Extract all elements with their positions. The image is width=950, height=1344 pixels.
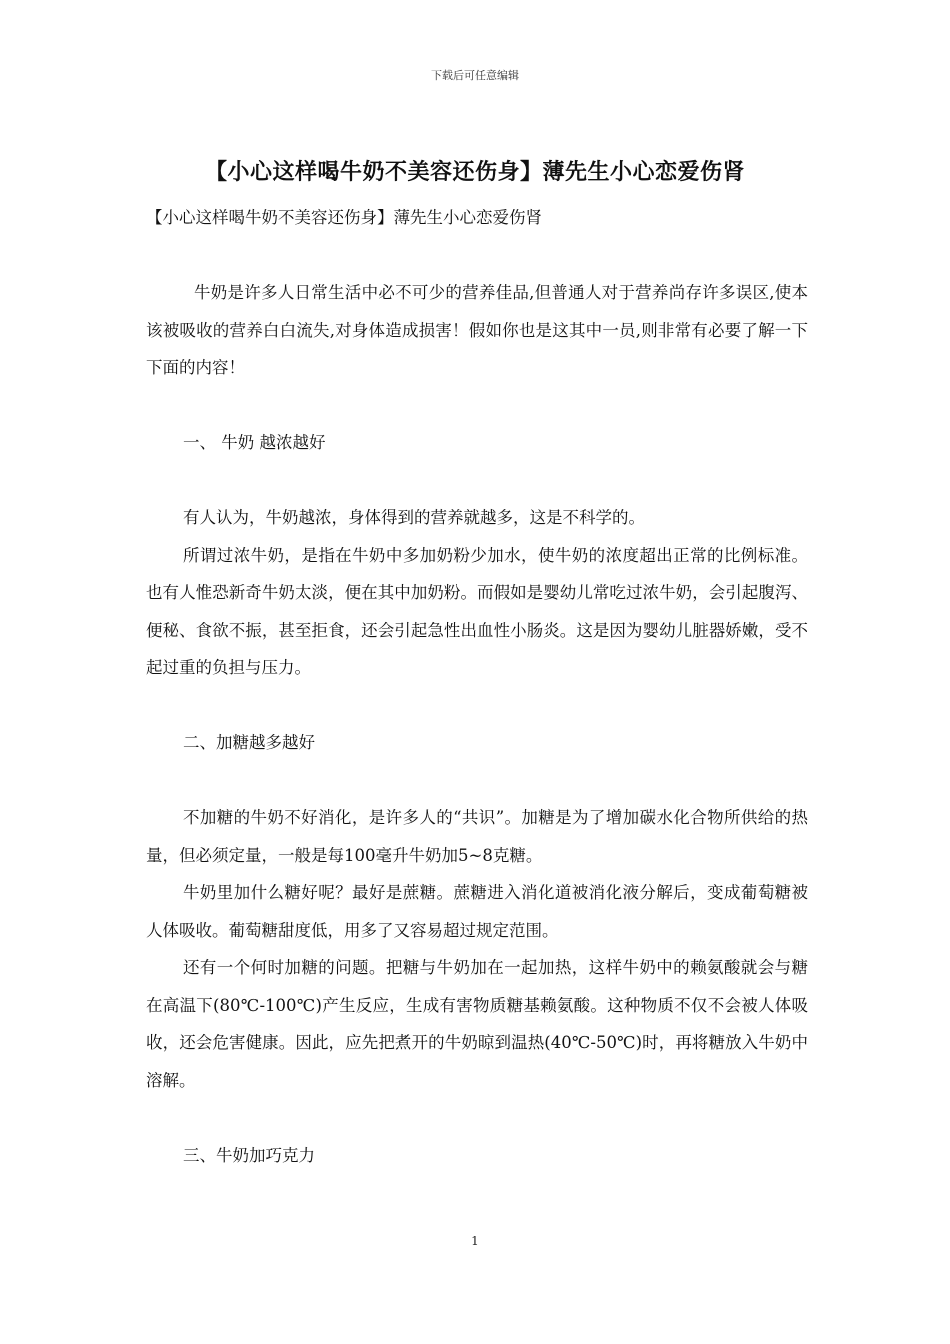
section-heading-3: 三、牛奶加巧克力 — [183, 1145, 315, 1165]
section-heading-1: 一、 牛奶 越浓越好 — [183, 433, 326, 452]
subtitle-line: 【小心这样喝牛奶不美容还伤身】薄先生小心恋爱伤肾 — [146, 208, 542, 227]
header-note: 下载后可任意编辑 — [431, 69, 519, 82]
section-heading-2: 二、加糖越多越好 — [183, 733, 315, 752]
section-1-paragraph: 所谓过浓牛奶，是指在牛奶中多加奶粉少加水，使牛奶的浓度超出正常的比例标准。也有人惟恐新奇牛奶太淡，便在其中加奶粉。而假如是婴幼儿常吃过浓牛奶，会引起腹泻、便秘、食欲不振，甚至拒食，还会引起急性出血性小肠炎。这是因为婴幼儿脏器娇嫩，受不起过重的负担与压力。 — [146, 545, 808, 677]
intro-paragraph: 牛奶是许多人日常生活中必不可少的营养佳品,但普通人对于营养尚存许多误区,使本该被吸收的营养白白流失,对身体造成损害！假如你也是这其中一员,则非常有必要了解一下下面的内容！ — [146, 283, 808, 377]
spacer — [146, 687, 808, 725]
section-2-paragraph: 不加糖的牛奶不好消化，是许多人的“共识”。加糖是为了增加碳水化合物所供给的热量，但必须定量，一般是每100毫升牛奶加5~8克糖。 — [146, 808, 808, 865]
spacer — [146, 237, 808, 275]
spacer — [146, 462, 808, 500]
document-body — [146, 199, 808, 1174]
section-2-paragraph: 还有一个何时加糖的问题。把糖与牛奶加在一起加热，这样牛奶中的赖氨酸就会与糖在高温下(80℃-100℃)产生反应，生成有害物质糖基赖氨酸。这种物质不仅不会被人体吸收，还会危害健康。因此，应先把煮开的牛奶晾到温热(40℃-50℃)时，再将糖放入牛奶中溶解。 — [146, 958, 808, 1090]
spacer — [146, 387, 808, 425]
section-1-paragraph: 有人认为，牛奶越浓，身体得到的营养就越多，这是不科学的。 — [183, 508, 645, 527]
section-2-paragraph: 牛奶里加什么糖好呢？最好是蔗糖。蔗糖进入消化道被消化液分解后，变成葡萄糖被人体吸收。葡萄糖甜度低，用多了又容易超过规定范围。 — [146, 883, 808, 940]
page-number: 1 — [471, 1234, 479, 1248]
spacer — [146, 1099, 808, 1137]
spacer — [146, 762, 808, 800]
document-title: 【小心这样喝牛奶不美容还伤身】薄先生小心恋爱伤肾 — [204, 160, 745, 185]
